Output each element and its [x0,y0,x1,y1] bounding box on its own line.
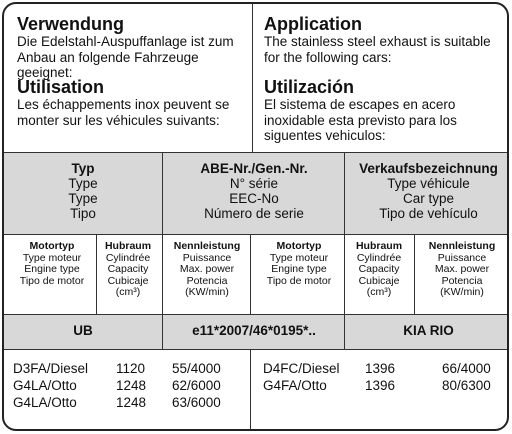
intro-de-title: Verwendung [17,14,125,34]
text-subheader-motortyp-3: Tipo de motor [266,274,332,287]
text-header-verkauf-3: Tipo de vehículo [379,206,478,221]
text-header-typ-2: Type [68,191,98,206]
table-row-capacity: 1120 [116,361,146,376]
text-subheader-nennleistung-0: Nennleistung [173,240,241,252]
table-row-power: 63/6000 [172,395,221,410]
header-verkauf [346,161,509,221]
intro-es-text: El sistema de escapes en acero inoxidable esta previsto para los siguentes vehiculos: [264,97,457,143]
text-subheader-nennleistung-4: (KW/min) [440,286,484,298]
text-header-verkauf-2: Car type [402,191,455,206]
text-header-verkauf-0: Verkaufsbezeichnung [359,161,498,176]
text-subheader-nennleistung-1: Puissance [437,251,487,264]
code-top-line [4,314,509,315]
code-bottom-line [4,349,509,350]
text-subheader-nennleistung-1: Puissance [182,251,232,264]
code-type: UB [73,323,93,338]
header-div-2 [344,152,345,234]
header-top-line [4,152,509,153]
text-subheader-motortyp-2: Engine type [24,263,80,275]
intro-divider [252,4,253,152]
table-row-engine: D3FA/Diesel [13,361,89,376]
intro-fr-title: Utilisation [17,77,105,97]
text-subheader-motortyp-1: Type moteur [269,251,329,264]
text-subheader-nennleistung-3: Potencia [186,274,228,287]
table-row-engine: G4LA/Otto [13,378,77,393]
code-div-1 [162,314,163,349]
text-subheader-hubraum-4: (cm³) [366,286,392,298]
table-row-capacity: 1396 [365,361,396,376]
table-row-power: 62/6000 [172,378,221,393]
text-header-abe-3: Número de serie [204,206,304,221]
text-header-typ-0: Typ [71,161,95,176]
text-subheader-nennleistung-0: Nennleistung [428,240,496,252]
text-subheader-motortyp-1: Type moteur [22,251,82,264]
text-header-abe-0: ABE-Nr./Gen.-Nr. [200,161,308,176]
text-header-typ-1: Type [68,176,98,191]
sub-motortyp-left [10,241,94,287]
table-row-engine: G4FA/Otto [263,378,327,393]
text-subheader-hubraum-2: Capacity [107,263,149,275]
header-typ [4,161,162,221]
intro-en-title: Application [264,14,362,34]
table-row-engine: D4FC/Diesel [263,361,340,376]
intro-fr-text: Les échappements inox peuvent se monter sur les véhicules suivants: [17,97,230,128]
intro-de [17,14,252,81]
text-header-typ-3: Tipo [70,206,96,221]
text-subheader-hubraum-4: (cm³) [115,286,141,298]
sub-nennleistung-left [166,241,248,299]
left-engines [13,360,88,411]
intro-en [264,14,504,65]
right-capacity [365,360,395,394]
text-subheader-nennleistung-4: (KW/min) [185,286,229,298]
application-card [2,2,509,431]
code-div-2 [344,314,345,349]
table-row-power: 66/4000 [442,361,491,376]
right-engines [263,360,340,394]
text-subheader-motortyp-0: Motortyp [29,240,75,252]
sub-motortyp-right [256,241,342,287]
text-subheader-hubraum-1: Cylindrée [356,251,402,264]
text-subheader-motortyp-3: Tipo de motor [19,274,85,287]
text-subheader-nennleistung-2: Max. power [434,263,490,275]
text-subheader-hubraum-3: Cubicaje [107,274,149,287]
intro-de-text: Die Edelstahl-Auspuffanlage ist zum Anbau an folgende Fahrzeuge geeignet: [17,34,234,80]
sub-div-5 [414,234,415,314]
header-abe [164,161,344,221]
sub-div-4 [344,234,345,314]
table-row-capacity: 1248 [116,378,147,393]
text-subheader-motortyp-2: Engine type [271,263,327,275]
code-ec-number: e11*2007/46*0195*.. [192,323,316,338]
text-subheader-motortyp-0: Motortyp [276,240,322,252]
sub-hubraum-right [348,241,410,299]
text-subheader-nennleistung-2: Max. power [179,263,235,275]
text-subheader-hubraum-3: Cubicaje [358,274,400,287]
intro-fr [17,77,252,128]
intro-en-text: The stainless steel exhaust is suitable for the following cars: [264,34,491,65]
right-power [442,360,491,394]
intro-es [264,77,504,144]
table-row-power: 55/4000 [172,361,221,376]
sub-div-3 [250,234,251,314]
intro-es-title: Utilización [264,77,355,97]
table-row-power: 80/6300 [442,378,491,393]
text-subheader-hubraum-0: Hubraum [355,240,403,252]
header-div-1 [162,152,163,234]
table-row-capacity: 1248 [116,395,147,410]
text-subheader-nennleistung-3: Potencia [441,274,483,287]
text-header-abe-1: N° série [229,176,279,191]
data-divider [250,349,251,431]
text-subheader-hubraum-1: Cylindrée [105,251,151,264]
sub-nennleistung-right [418,241,506,299]
text-header-abe-2: EEC-No [229,191,279,206]
code-model: KIA RIO [403,323,454,338]
table-row-capacity: 1396 [365,378,396,393]
text-subheader-hubraum-2: Capacity [358,263,400,275]
sub-hubraum-left [96,241,160,299]
table-row-engine: G4LA/Otto [13,395,77,410]
text-header-verkauf-1: Type véhicule [387,176,470,191]
header-bottom-line [4,234,509,235]
left-capacity [116,360,146,411]
sub-div-2 [162,234,163,314]
text-subheader-hubraum-0: Hubraum [104,240,152,252]
left-power [172,360,221,411]
sub-div-1 [96,234,97,314]
